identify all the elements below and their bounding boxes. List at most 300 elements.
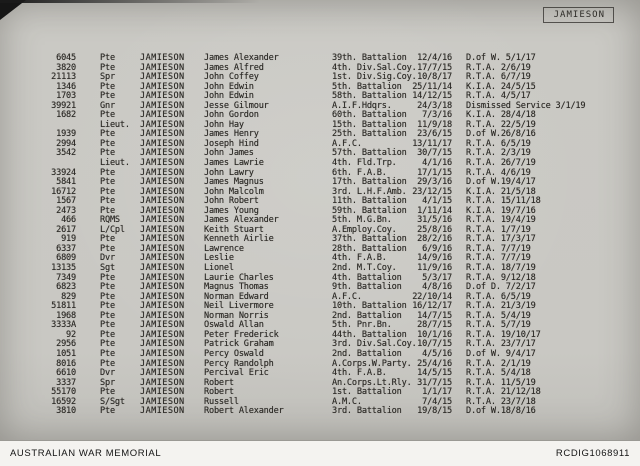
cell-given-names: Lionel [204,263,234,274]
column-spacer [76,388,100,398]
cell-service-number: 3810 [56,406,76,417]
cell-rank: Pte [100,148,115,159]
cell-unit: 59th. Battalion [332,205,407,216]
cell-given-names: Patrick Graham [204,339,274,350]
column-spacer [76,321,100,331]
cell-surname: JAMIESON [140,224,185,235]
cell-surname: JAMIESON [140,310,185,321]
cell-service-number: 6823 [56,282,76,293]
column-spacer [452,216,466,226]
column-spacer [452,321,466,331]
cell-given-names: John Edwin [204,91,254,102]
cell-surname: JAMIESON [140,110,185,121]
cell-given-names: Peter Frederick [204,329,279,340]
cell-rank: Pte [100,329,115,340]
cell-given-names: John Malcolm [204,186,264,197]
cell-surname: JAMIESON [140,62,185,73]
cell-service-number: 3337 [56,377,76,388]
cell-date: 28/2/16 [417,234,452,245]
cell-surname: JAMIESON [140,205,185,216]
column-spacer [452,169,466,179]
cell-outcome: R.T.A. 23/7/17 [466,339,536,350]
cell-outcome: R.T.A. 6/5/19 [466,138,531,149]
cell-given-names: John Robert [204,196,259,207]
cell-rank: Lieut. [100,158,130,169]
cell-surname: JAMIESON [140,301,185,312]
column-spacer [452,197,466,207]
cell-given-names: Norman Edward [204,291,269,302]
cell-surname: JAMIESON [140,72,185,83]
cell-surname: JAMIESON [140,272,185,283]
cell-date: 10/7/15 [417,339,452,350]
cell-service-number: 1968 [56,310,76,321]
cell-unit: 3rd. Div.Sal.Coy. [332,339,417,350]
cell-service-number: 16712 [51,186,76,197]
cell-date: 7/3/16 [422,110,452,121]
cell-rank: Pte [100,186,115,197]
cell-surname: JAMIESON [140,158,185,169]
column-spacer [76,245,100,255]
column-spacer [452,111,466,121]
cell-given-names: Joseph Hind [204,138,259,149]
cell-rank: Pte [100,310,115,321]
cell-given-names: Magnus Thomas [204,282,269,293]
cell-surname: JAMIESON [140,100,185,111]
cell-outcome: D.of W.26/8/16 [466,129,536,140]
table-row [38,407,634,417]
cell-date: 25/8/16 [417,224,452,235]
cell-date: 17/7/15 [417,62,452,73]
cell-unit: 60th. Battalion [332,110,407,121]
cell-unit: 57th. Battalion [332,148,407,159]
cell-outcome: K.I.A. 19/7/16 [466,205,536,216]
cell-service-number: 21113 [51,72,76,83]
column-spacer [452,159,466,169]
column-spacer [76,283,100,293]
cell-outcome: R.T.A. 19/10/17 [466,329,541,340]
cell-unit: 4th. Div.Sal.Coy. [332,62,417,73]
cell-outcome: D.of W. 5/1/17 [466,53,536,63]
cell-rank: Pte [100,272,115,283]
cell-given-names: Robert [204,377,234,388]
cell-unit: 4th. Battalion [332,272,402,283]
column-spacer [452,140,466,150]
cell-given-names: James Young [204,205,259,216]
cell-service-number: 3820 [56,62,76,73]
cell-given-names: James Magnus [204,177,264,188]
cell-outcome: K.I.A. 21/5/18 [466,186,536,197]
column-spacer [452,130,466,140]
column-spacer [76,111,100,121]
column-spacer [76,169,100,179]
column-spacer [76,197,100,207]
cell-outcome: R.T.A. 4/6/19 [466,167,531,178]
cell-unit: An.Corps.Lt.Rly. [332,377,412,388]
cell-rank: Pte [100,291,115,302]
cell-outcome: R.T.A. 17/3/17 [466,234,536,245]
cell-unit: 25th. Battalion [332,129,407,140]
cell-given-names: John Coffey [204,72,259,83]
cell-unit: A.Employ.Coy. [332,224,397,235]
cell-outcome: R.T.A. 15/11/18 [466,196,541,207]
cell-service-number: 2956 [56,339,76,350]
column-spacer [76,369,100,379]
column-spacer [452,226,466,236]
cell-surname: JAMIESON [140,215,185,226]
column-spacer [452,207,466,217]
column-spacer [76,130,100,140]
cell-given-names: Laurie Charles [204,272,274,283]
column-spacer [452,388,466,398]
column-spacer [76,264,100,274]
cell-service-number: 1939 [56,129,76,140]
cell-given-names: James Henry [204,129,259,140]
column-spacer [76,216,100,226]
cell-given-names: Percival Eric [204,368,269,379]
cell-date: 4/5/16 [422,348,452,359]
cell-outcome: R.T.A. 5/7/19 [466,320,531,331]
cell-date: 17/1/15 [417,167,452,178]
cell-rank: Pte [100,138,115,149]
cell-service-number: 1703 [56,91,76,102]
cell-surname: JAMIESON [140,186,185,197]
column-spacer [76,398,100,408]
cell-service-number: 829 [61,291,76,302]
cell-service-number: 13135 [51,263,76,274]
cell-unit: 6th. F.A.B. [332,167,387,178]
cell-surname: JAMIESON [140,291,185,302]
column-spacer [76,379,100,389]
cell-given-names: Neil Livermore [204,301,274,312]
cell-unit: 2nd. M.T.Coy. [332,263,397,274]
cell-surname: JAMIESON [140,148,185,159]
cell-service-number: 1682 [56,110,76,121]
cell-rank: S/Sgt [100,396,125,407]
page-label: JAMIESON [543,7,614,23]
column-spacer [452,283,466,293]
column-spacer [452,235,466,245]
column-spacer [452,407,466,417]
cell-outcome: R.T.A. 23/7/18 [466,396,536,407]
column-spacer [76,340,100,350]
cell-date: 22/10/14 [412,291,452,302]
column-spacer [76,235,100,245]
cell-rank: Pte [100,282,115,293]
cell-date: 11/9/18 [417,119,452,130]
cell-surname: JAMIESON [140,329,185,340]
cell-date: 7/4/15 [422,396,452,407]
cell-given-names: Robert [204,387,234,398]
cell-rank: Spr [100,377,115,388]
column-spacer [76,64,100,74]
column-spacer [76,92,100,102]
cell-unit: 1st. Div.Sig.Coy. [332,72,417,83]
cell-date: 19/8/15 [417,406,452,417]
cell-rank: Pte [100,53,115,63]
cell-rank: Pte [100,320,115,331]
column-spacer [452,64,466,74]
record-id: RCDIG1068911 [555,448,630,459]
cell-given-names: Russell [204,396,239,407]
cell-service-number: 5841 [56,177,76,188]
cell-service-number: 6045 [56,53,76,63]
cell-date: 30/7/15 [417,148,452,159]
cell-date: 23/12/15 [412,186,452,197]
cell-surname: JAMIESON [140,377,185,388]
cell-date: 10/8/17 [417,72,452,83]
cell-given-names: Keith Stuart [204,224,264,235]
column-spacer [76,188,100,198]
column-spacer [76,302,100,312]
cell-service-number: 6610 [56,368,76,379]
cell-date: 4/1/16 [422,158,452,169]
cell-given-names: James Alexander [204,215,279,226]
column-spacer [452,331,466,341]
cell-date: 6/9/16 [422,243,452,254]
cell-rank: Pte [100,234,115,245]
cell-unit: 58th. Battalion [332,91,407,102]
cell-given-names: Jesse Gilmour [204,100,269,111]
cell-date: 1/1/17 [422,387,452,398]
cell-unit: 10th. Battalion [332,301,407,312]
cell-outcome: R.T.A. 6/7/19 [466,72,531,83]
cell-service-number: 92 [66,329,76,340]
cell-date: 4/8/16 [422,282,452,293]
column-spacer [452,178,466,188]
cell-outcome: R.T.A. 26/7/19 [466,158,536,169]
cell-given-names: James Alexander [204,53,279,63]
column-spacer [76,54,100,64]
cell-surname: JAMIESON [140,129,185,140]
cell-date: 10/1/16 [417,329,452,340]
column-spacer [452,293,466,303]
cell-surname: JAMIESON [140,234,185,245]
cell-given-names: Leslie [204,253,234,264]
cell-rank: Pte [100,62,115,73]
column-spacer [452,92,466,102]
cell-outcome: R.T.A. 22/5/19 [466,119,536,130]
cell-surname: JAMIESON [140,81,185,92]
cell-unit: 5th. Battalion [332,81,402,92]
page-corner-fold [0,0,26,20]
cell-given-names: Percy Randolph [204,358,274,369]
cell-outcome: R.T.A. 21/12/18 [466,387,541,398]
column-spacer [76,121,100,131]
column-spacer [76,149,100,159]
cell-unit: 4th. F.A.B. [332,368,387,379]
cell-date: 31/7/15 [417,377,452,388]
cell-service-number: 2617 [56,224,76,235]
cell-given-names: John James [204,148,254,159]
column-spacer [452,188,466,198]
column-spacer [452,54,466,64]
cell-service-number: 16592 [51,396,76,407]
cell-outcome: R.T.A. 18/7/19 [466,263,536,274]
cell-unit: 2nd. Battalion [332,310,402,321]
column-spacer [452,254,466,264]
cell-date: 29/3/16 [417,177,452,188]
cell-date: 28/7/15 [417,320,452,331]
column-spacer [76,83,100,93]
cell-rank: Pte [100,387,115,398]
cell-date: 25/11/14 [412,81,452,92]
cell-date: 12/4/16 [417,53,452,63]
cell-given-names: John Hay [204,119,244,130]
cell-surname: JAMIESON [140,406,185,417]
cell-rank: Spr [100,72,115,83]
cell-service-number: 39921 [51,100,76,111]
cell-unit: 9th. Battalion [332,282,402,293]
cell-outcome: Dismissed Service 3/1/19 [466,100,586,111]
cell-surname: JAMIESON [140,339,185,350]
cell-unit: 11th. Battalion [332,196,407,207]
cell-service-number: 466 [61,215,76,226]
cell-service-number: 1567 [56,196,76,207]
cell-rank: Dvr [100,253,115,264]
cell-unit: 15th. Battalion [332,119,407,130]
cell-outcome: R.T.A. 11/5/19 [466,377,536,388]
cell-given-names: James Alfred [204,62,264,73]
cell-given-names: Robert Alexander [204,406,284,417]
cell-outcome: K.I.A. 24/5/15 [466,81,536,92]
cell-date: 13/11/17 [412,138,452,149]
cell-surname: JAMIESON [140,167,185,178]
cell-unit: 44th. Battalion [332,329,407,340]
cell-unit: A.Corps.W.Party. [332,358,412,369]
cell-rank: L/Cpl [100,224,125,235]
cell-outcome: R.T.A. 4/5/17 [466,91,531,102]
column-spacer [76,254,100,264]
cell-rank: Pte [100,348,115,359]
cell-given-names: Oswald Allan [204,320,264,331]
cell-unit: 5th. M.G.Bn. [332,215,392,226]
column-spacer [452,340,466,350]
column-spacer [452,302,466,312]
column-spacer [76,312,100,322]
cell-service-number: 919 [61,234,76,245]
column-spacer [76,360,100,370]
cell-surname: JAMIESON [140,91,185,102]
column-spacer [76,274,100,284]
cell-given-names: John Lawry [204,167,254,178]
cell-rank: Pte [100,196,115,207]
cell-date: 25/4/16 [417,358,452,369]
cell-service-number: 7349 [56,272,76,283]
column-spacer [452,369,466,379]
cell-outcome: R.T.A. 5/4/18 [466,368,531,379]
cell-unit: 5th. Pnr.Bn. [332,320,392,331]
cell-rank: Pte [100,129,115,140]
cell-unit: 3rd. Battalion [332,406,402,417]
cell-outcome: D.of W.18/8/16 [466,406,536,417]
scan-edge-shadow [0,0,260,3]
column-spacer [76,102,100,112]
column-spacer [452,379,466,389]
cell-surname: JAMIESON [140,387,185,398]
cell-rank: Pte [100,339,115,350]
cell-surname: JAMIESON [140,263,185,274]
cell-service-number: 2994 [56,138,76,149]
cell-surname: JAMIESON [140,138,185,149]
cell-rank: Pte [100,81,115,92]
cell-unit: A.F.C. [332,138,362,149]
cell-date: 14/7/15 [417,310,452,321]
cell-given-names: Kenneth Airlie [204,234,274,245]
cell-rank: Gnr [100,100,115,111]
viewer-footer [0,440,640,466]
cell-surname: JAMIESON [140,396,185,407]
cell-unit: 2nd. Battalion [332,348,402,359]
cell-service-number: 3542 [56,148,76,159]
column-spacer [76,207,100,217]
cell-date: 14/12/15 [412,91,452,102]
cell-rank: Pte [100,205,115,216]
cell-unit: 28th. Battalion [332,243,407,254]
cell-rank: Lieut. [100,119,130,130]
column-spacer [452,83,466,93]
cell-outcome: R.T.A. 2/1/19 [466,358,531,369]
cell-unit: 1st. Battalion [332,387,402,398]
cell-rank: Pte [100,110,115,121]
nominal-roll-table [38,54,634,417]
cell-surname: JAMIESON [140,243,185,254]
cell-date: 5/3/17 [422,272,452,283]
cell-unit: 17th. Battalion [332,177,407,188]
column-spacer [452,398,466,408]
cell-given-names: James Lawrie [204,158,264,169]
cell-rank: Dvr [100,368,115,379]
cell-unit: A.F.C. [332,291,362,302]
cell-unit: A.I.F.Hdqrs. [332,100,392,111]
cell-date: 16/12/17 [412,301,452,312]
cell-surname: JAMIESON [140,320,185,331]
archive-name: AUSTRALIAN WAR MEMORIAL [10,448,162,459]
cell-outcome: R.T.A. 2/6/19 [466,62,531,73]
column-spacer [452,121,466,131]
column-spacer [76,178,100,188]
cell-outcome: R.T.A. 7/7/19 [466,253,531,264]
cell-date: 24/3/18 [417,100,452,111]
cell-outcome: K.I.A. 28/4/18 [466,110,536,121]
cell-rank: Pte [100,167,115,178]
cell-surname: JAMIESON [140,196,185,207]
cell-outcome: R.T.A. 2/3/19 [466,148,531,159]
column-spacer [76,407,100,417]
cell-unit: 39th. Battalion [332,53,407,63]
column-spacer [452,274,466,284]
cell-outcome: R.T.A. 5/4/19 [466,310,531,321]
column-spacer [76,293,100,303]
cell-service-number: 8016 [56,358,76,369]
cell-service-number: 6337 [56,243,76,254]
cell-date: 4/1/15 [422,196,452,207]
cell-unit: 4th. Fld.Trp. [332,158,397,169]
cell-outcome: R.T.A. 1/7/19 [466,224,531,235]
column-spacer [452,102,466,112]
cell-surname: JAMIESON [140,177,185,188]
cell-rank: Pte [100,358,115,369]
cell-surname: JAMIESON [140,348,185,359]
cell-rank: Pte [100,91,115,102]
cell-date: 1/11/14 [417,205,452,216]
cell-service-number: 1346 [56,81,76,92]
cell-surname: JAMIESON [140,253,185,264]
column-spacer [452,264,466,274]
cell-surname: JAMIESON [140,53,185,63]
cell-surname: JAMIESON [140,368,185,379]
column-spacer [76,226,100,236]
cell-outcome: D.of W.19/4/17 [466,177,536,188]
